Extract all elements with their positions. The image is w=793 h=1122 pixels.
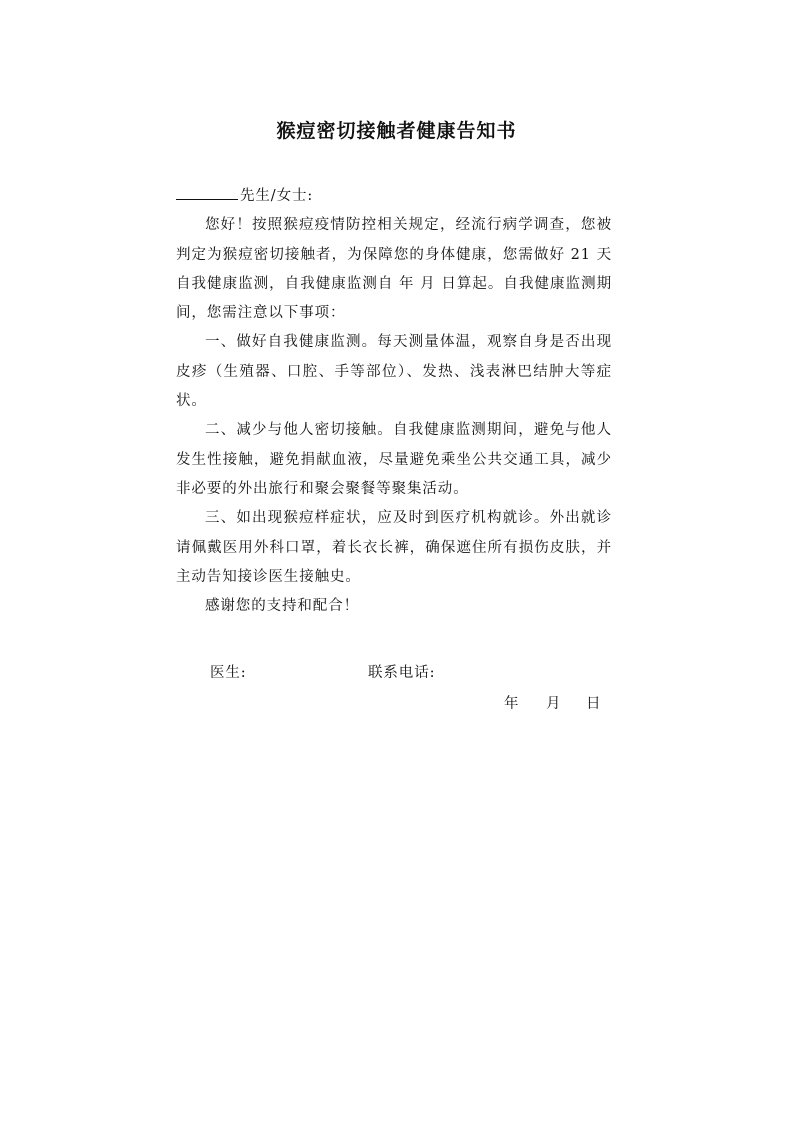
doctor-label: 医生: — [210, 665, 247, 681]
date-year: 年 — [504, 696, 519, 712]
document-title: 猴痘密切接触者健康告知书 — [276, 120, 517, 142]
salutation-line — [176, 182, 612, 211]
item-3-paragraph: 三、如出现猴痘样症状，应及时到医疗机构就诊。外出就诊请佩戴医用外科口罩，着长衣长裤，确保遮住所有损伤皮肤，并主动告知接诊医生接触史。 — [176, 510, 612, 585]
document-body — [176, 182, 612, 621]
thanks-paragraph: 感谢您的支持和配合！ — [205, 598, 359, 615]
salutation-text: 先生/女士: — [240, 188, 314, 204]
item-1-paragraph: 一、做好自我健康监测。每天测量体温，观察自身是否出现皮疹（生殖器、口腔、手等部位）、发热、浅表淋巴结肿大等症状。 — [176, 334, 612, 410]
greeting-paragraph: 您好！按照猴痘疫情防控相关规定，经流行病学调查，您被判定为猴痘密切接触者，为保障您的身体健康，您需做好 21 天自我健康监测，自我健康监测自 年 月 日算起。自我健康监测期间，您需注意以下事项： — [176, 217, 612, 322]
phone-label: 联系电话: — [368, 665, 436, 681]
date-day: 日 — [586, 696, 601, 712]
item-2-paragraph: 二、减少与他人密切接触。自我健康监测期间，避免与他人发生性接触，避免捐献血液，尽量避免乘坐公共交通工具，减少非必要的外出旅行和聚会聚餐等聚集活动。 — [176, 422, 612, 497]
name-blank — [176, 182, 238, 200]
date-month: 月 — [546, 696, 561, 712]
